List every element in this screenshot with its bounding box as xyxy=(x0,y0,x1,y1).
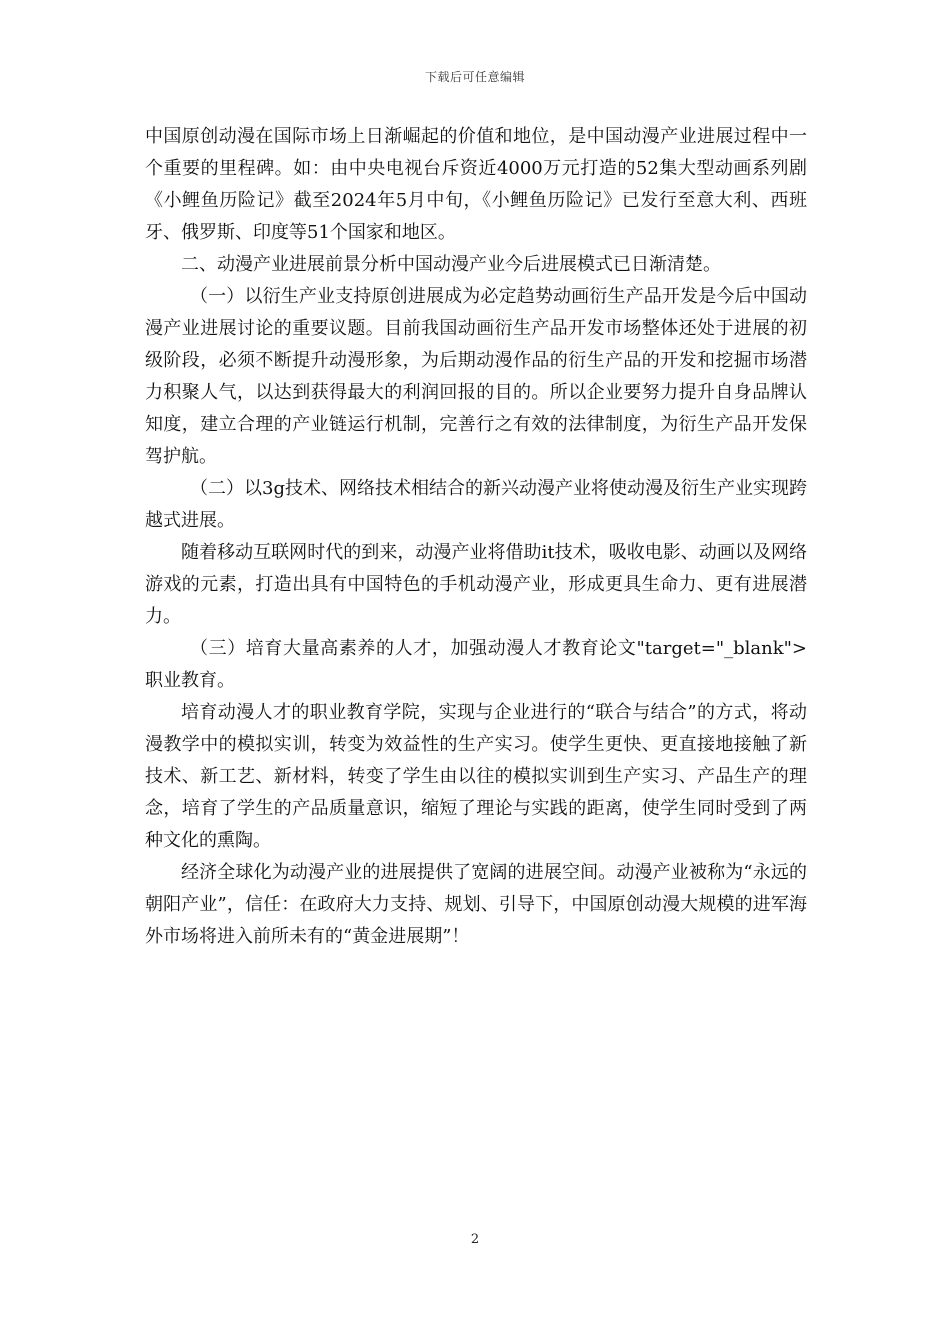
paragraph-mobile-internet: 随着移动互联网时代的到来，动漫产业将借助it技术，吸收电影、动画以及网络游戏的元素，打造出具有中国特色的手机动漫产业，形成更具生命力、更有进展潜力。 xyxy=(145,542,807,627)
document-body xyxy=(145,121,807,953)
page-header: 下载后可任意编辑 xyxy=(424,70,525,84)
paragraph-point-two: （二）以3g技术、网络技术相结合的新兴动漫产业将使动漫及衍生产业实现跨越式进展。 xyxy=(145,478,807,531)
paragraph-point-three: （三）培育大量高素养的人才，加强动漫人才教育论文"target="_blank">职业教育。 xyxy=(145,638,807,691)
paragraph-vocational-education: 培育动漫人才的职业教育学院，实现与企业进行的“联合与结合”的方式，将动漫教学中的模拟实训，转变为效益性的生产实习。使学生更快、更直接地接触了新技术、新工艺、新材料，转变了学生由以往的模拟实训到生产实习、产品生产的理念，培育了学生的产品质量意识，缩短了理论与实践的距离，使学生同时受到了两种文化的熏陶。 xyxy=(145,702,807,851)
paragraph-section-heading: 二、动漫产业进展前景分析中国动漫产业今后进展模式已日渐清楚。 xyxy=(181,254,721,275)
paragraph-point-one: （一）以衍生产业支持原创进展成为必定趋势动画衍生产品开发是今后中国动漫产业进展讨论的重要议题。目前我国动画衍生产品开发市场整体还处于进展的初级阶段，必须不断提升动漫形象，为后期动漫作品的衍生产品的开发和挖掘市场潜力积聚人气，以达到获得最大的利润回报的目的。所以企业要努力提升自身品牌认知度，建立合理的产业链运行机制，完善行之有效的法律制度，为衍生产品开发保驾护航。 xyxy=(145,286,807,467)
paragraph-conclusion: 经济全球化为动漫产业的进展提供了宽阔的进展空间。动漫产业被称为“永远的朝阳产业”，信任：在政府大力支持、规划、引导下，中国原创动漫大规模的进军海外市场将进入前所未有的“黄金进展期”！ xyxy=(145,862,807,947)
paragraph-intro: 中国原创动漫在国际市场上日渐崛起的价值和地位，是中国动漫产业进展过程中一个重要的里程碑。如：由中央电视台斥资近4000万元打造的52集大型动画系列剧《小鲤鱼历险记》截至2024年5月中旬，《小鲤鱼历险记》已发行至意大利、西班牙、俄罗斯、印度等51个国家和地区。 xyxy=(145,126,807,243)
page-number: 2 xyxy=(470,1232,480,1247)
